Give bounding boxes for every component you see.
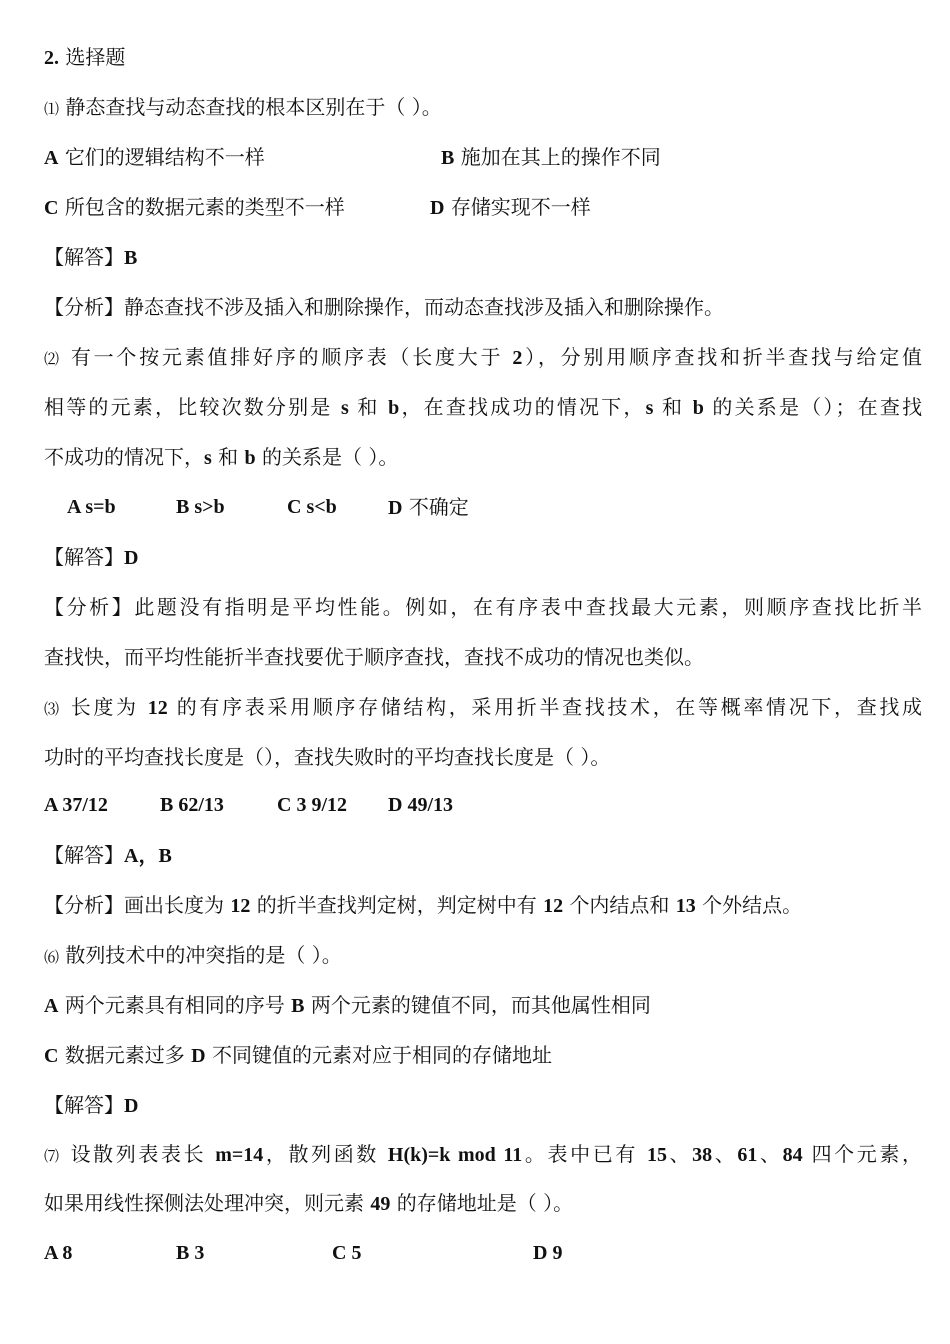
q7-stem-1a: 设散列表表长: [70, 1142, 207, 1166]
q1-answer: [44, 243, 922, 271]
q2-stem-2a: 相等的元素，比较次数分别是: [44, 395, 333, 419]
q7-number: ⑺: [44, 1147, 62, 1165]
q2-number: ⑵: [44, 350, 62, 368]
q2-stem-2d: 的关系是（）；在查找: [712, 395, 923, 419]
q3-option-a: A 37/12: [44, 794, 108, 816]
q6-option-b-text: 两个元素的键值不同，而其他属性相同: [310, 993, 651, 1017]
q7-hash-function: H(k)=k mod 11: [387, 1144, 523, 1166]
q6-answer-tag: 【解答】: [44, 1093, 124, 1117]
q3-stem-1n: 12: [147, 697, 168, 719]
q1-option-c: [44, 193, 345, 222]
q6-option-d-letter: D: [191, 1045, 206, 1067]
q7-stem-1d: 四个元素，: [811, 1142, 922, 1166]
q6-options-cd: [44, 1041, 922, 1069]
q7-stem-2b: 的存储地址是（ ）。: [396, 1191, 574, 1215]
q3-stem-line-2: [44, 743, 922, 771]
q2-stem-line-1: [44, 343, 922, 371]
q2-analysis-text-2: 查找快，而平均性能折半查找要优于顺序查找，查找不成功的情况也类似。: [44, 645, 704, 669]
q3-analysis-d: 个外结点。: [702, 893, 803, 917]
q3-analysis-tag: 【分析】: [44, 893, 124, 917]
q6-option-c-letter: C: [44, 1045, 59, 1067]
q2-analysis-text-1: 此题没有指明是平均性能。例如，在有序表中查找最大元素，则顺序查找比折半: [134, 595, 923, 619]
q2-stem-1b: ），分别用顺序查找和折半查找与给定值: [522, 345, 923, 369]
q2-var-s-3: s: [204, 447, 212, 469]
q2-stem-1n: 2: [512, 347, 523, 369]
q3-analysis: [44, 891, 922, 919]
q3-number: ⑶: [44, 700, 62, 718]
q7-sep-2: 、: [712, 1142, 738, 1166]
q7-key-3: 61: [737, 1144, 758, 1166]
q2-analysis-line-1: [44, 593, 922, 621]
q1-option-d-letter: D: [430, 197, 445, 219]
q6-option-a-text: 两个元素具有相同的序号: [64, 993, 285, 1017]
q1-option-a-letter: A: [44, 147, 59, 169]
q7-key-1: 15: [646, 1144, 667, 1166]
q6-option-c-text: 数据元素过多: [64, 1043, 185, 1067]
q1-answer-value: B: [124, 247, 138, 269]
q2-and-3: 和: [218, 445, 239, 469]
q7-stem-1c: 。表中已有: [522, 1142, 638, 1166]
q1-analysis-text: 静态查找不涉及插入和删除操作，而动态查找涉及插入和删除操作。: [124, 295, 724, 319]
q7-key-4: 84: [782, 1144, 803, 1166]
q2-analysis-line-2: [44, 643, 922, 671]
q2-var-s-2: s: [645, 397, 654, 419]
q3-analysis-n2: 12: [543, 895, 564, 917]
q2-option-d: [388, 493, 469, 522]
section-heading: [44, 43, 922, 71]
q6-option-b-letter: B: [291, 995, 305, 1017]
q2-option-d-letter: D: [388, 497, 403, 519]
q3-options: [44, 791, 922, 819]
q2-option-c: C s<b: [287, 496, 337, 518]
q7-stem-line-1: [44, 1140, 922, 1168]
q3-answer-value: A，B: [124, 845, 172, 867]
q3-option-d: D 49/13: [388, 794, 453, 816]
q7-table-length: m=14: [215, 1144, 264, 1166]
q7-sep-1: 、: [666, 1142, 693, 1166]
q3-analysis-a: 画出长度为: [124, 893, 224, 917]
section-title: 选择题: [65, 45, 126, 69]
q2-stem-1a: 有一个按元素值排好序的顺序表（长度大于: [70, 345, 504, 369]
q3-analysis-c: 个内结点和: [569, 893, 670, 917]
q1-analysis: [44, 293, 922, 321]
q3-stem-1b: 的有序表采用顺序存储结构，采用折半查找技术，在等概率情况下，查找成: [176, 695, 923, 719]
q1-option-c-text: 所包含的数据元素的类型不一样: [64, 195, 345, 219]
section-number: 2.: [44, 47, 59, 69]
q7-target-key: 49: [370, 1193, 391, 1215]
q3-analysis-n1: 12: [230, 895, 251, 917]
q7-stem-1b: ，散列函数: [263, 1142, 379, 1166]
q1-option-b-letter: B: [441, 147, 455, 169]
q2-var-b: b: [388, 397, 400, 419]
q6-answer-value: D: [124, 1095, 139, 1117]
q2-analysis-tag: 【分析】: [44, 595, 135, 619]
q3-analysis-n3: 13: [675, 895, 696, 917]
q1-option-a-text: 它们的逻辑结构不一样: [64, 145, 265, 169]
q2-option-a: A s=b: [67, 496, 116, 518]
q1-option-b-text: 施加在其上的操作不同: [460, 145, 661, 169]
q7-option-c: C 5: [332, 1242, 362, 1264]
q7-option-b: B 3: [176, 1242, 205, 1264]
q2-var-s: s: [341, 397, 349, 419]
q2-answer-tag: 【解答】: [44, 545, 124, 569]
q3-stem-line-1: [44, 693, 922, 721]
q3-option-c: C 3 9/12: [277, 794, 347, 816]
q2-var-b-3: b: [244, 447, 256, 469]
q1-answer-tag: 【解答】: [44, 245, 124, 269]
q2-stem-line-2: [44, 393, 922, 421]
q1-options-cd: [44, 193, 922, 221]
q6-option-d-text: 不同键值的元素对应于相同的存储地址: [211, 1043, 552, 1067]
q6-number: ⑹: [44, 948, 60, 966]
q6-stem: [44, 941, 922, 969]
q7-stem-line-2: [44, 1189, 922, 1217]
q2-option-d-text: 不确定: [408, 495, 469, 519]
q6-option-a-letter: A: [44, 995, 59, 1017]
q2-answer-value: D: [124, 547, 139, 569]
q7-key-2: 38: [692, 1144, 713, 1166]
q3-option-b: B 62/13: [160, 794, 224, 816]
q2-and-1: 和: [357, 395, 380, 419]
q2-var-b-2: b: [692, 397, 704, 419]
q3-answer-tag: 【解答】: [44, 843, 124, 867]
q3-answer: [44, 841, 922, 869]
q6-answer: [44, 1091, 922, 1119]
q1-option-d: [430, 193, 591, 222]
q1-option-d-text: 存储实现不一样: [450, 195, 591, 219]
q3-analysis-b: 的折半查找判定树，判定树中有: [256, 893, 537, 917]
q7-option-a: A 8: [44, 1242, 73, 1264]
q2-and-2: 和: [661, 395, 685, 419]
q7-option-d: D 9: [533, 1242, 563, 1264]
q2-answer: [44, 543, 922, 571]
q7-sep-3: 、: [757, 1142, 783, 1166]
q1-stem-text: 静态查找与动态查找的根本区别在于（ ）。: [65, 95, 442, 119]
q1-option-a: [44, 143, 265, 172]
q2-option-b: B s>b: [176, 496, 225, 518]
q2-options: [44, 493, 922, 521]
q2-stem-3c: 的关系是（ ）。: [262, 445, 399, 469]
q3-stem-1a: 长度为: [70, 695, 139, 719]
q6-options-ab: [44, 991, 922, 1019]
q2-stem-line-3: [44, 443, 922, 471]
q1-stem: [44, 93, 922, 121]
q1-number: ⑴: [44, 100, 60, 118]
q6-stem-text: 散列技术中的冲突指的是（ ）。: [65, 943, 342, 967]
q1-option-c-letter: C: [44, 197, 59, 219]
q2-stem-2c: ，在查找成功的情况下，: [399, 395, 646, 419]
q3-stem-2: 功时的平均查找长度是（），查找失败时的平均查找长度是（ ）。: [44, 745, 611, 769]
q7-stem-2a: 如果用线性探侧法处理冲突，则元素: [44, 1191, 364, 1215]
q1-options-ab: [44, 143, 922, 171]
q7-options: [44, 1239, 922, 1267]
q2-stem-3a: 不成功的情况下，: [44, 445, 204, 469]
q1-analysis-tag: 【分析】: [44, 295, 124, 319]
q1-option-b: [441, 143, 661, 172]
